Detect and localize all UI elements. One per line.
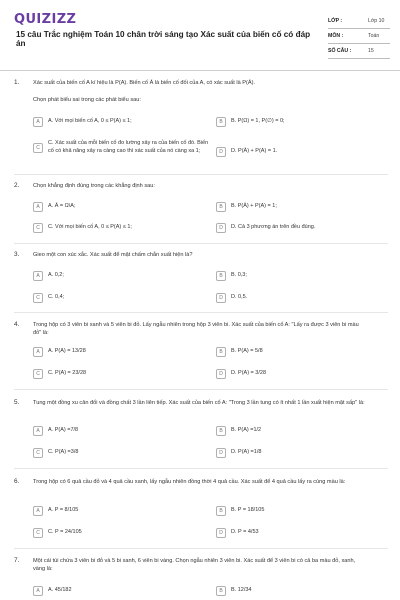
option-text: D. P(Ā) + P(A) = 1. [231, 148, 278, 155]
option-c[interactable] [33, 448, 78, 458]
question-text: Xác suất của biến cố A kí hiệu là P(A). Biến cố Ā là biến cố đối của A, có xác suất là P(Ā). [33, 80, 256, 86]
question-divider [14, 468, 388, 469]
option-c[interactable] [33, 369, 86, 379]
option-text: C. P(A) =3/8 [48, 449, 79, 456]
option-c[interactable] [33, 140, 213, 155]
option-letter: D [216, 223, 226, 233]
option-letter: A [33, 347, 43, 357]
option-a[interactable] [33, 347, 86, 357]
option-letter: D [216, 528, 226, 538]
question-text: Trong hộp có 6 quả cầu đỏ và 4 quả cầu xanh, lấy ngẫu nhiên đồng thời 4 quả cầu. Xác suất để 4 quả cầu lấy ra cùng màu là: [33, 479, 346, 485]
option-a[interactable] [33, 117, 132, 127]
question-divider [14, 243, 388, 244]
option-letter: D [216, 448, 226, 458]
option-text: B. P(A) =1/2 [231, 427, 262, 434]
option-letter: C [33, 223, 43, 233]
meta-row-count [328, 44, 390, 59]
option-d[interactable] [216, 223, 315, 233]
option-text: B. P(Ω) = 1, P(∅) = 0; [231, 118, 285, 125]
option-text: D. 0,5. [231, 294, 248, 301]
meta-value: 15 [368, 48, 374, 54]
option-letter: B [216, 426, 226, 436]
option-text: A. Với mọi biến cố A, 0 ≤ P(A) ≤ 1; [48, 118, 132, 125]
option-text: D. P = 4/53 [231, 529, 259, 536]
option-letter: A [33, 117, 43, 127]
meta-key: MÔN : [328, 33, 344, 39]
option-text: B. P = 18/105 [231, 507, 265, 514]
question-instruction: Chọn phát biểu sai trong các phát biểu sau: [33, 97, 141, 103]
option-letter: D [216, 293, 226, 303]
question-divider [14, 548, 388, 549]
option-text: C. P = 24/105 [48, 529, 82, 536]
option-letter: A [33, 586, 43, 596]
option-letter: B [216, 347, 226, 357]
question-number: 7. [14, 557, 20, 564]
option-letter: C [33, 143, 43, 153]
question-divider [14, 174, 388, 175]
option-d[interactable] [216, 369, 266, 379]
option-text: C. 0,4; [48, 294, 65, 301]
header-divider [0, 70, 400, 71]
option-letter: C [33, 448, 43, 458]
option-text: B. P(Ā) + P(A) = 1; [231, 203, 277, 210]
option-text: A. 0,2; [48, 272, 64, 279]
option-text: D. Cả 3 phương án trên đều đúng. [231, 224, 316, 231]
worksheet-title: 15 câu Trắc nghiệm Toán 10 chân trời sáng tạo Xác suất của biến cố có đáp án [16, 30, 311, 48]
quizizz-logo: QUIZIZZ [14, 12, 77, 27]
option-letter: D [216, 147, 226, 157]
option-c[interactable] [33, 293, 64, 303]
meta-value: Lớp 10 [368, 18, 385, 24]
question-text: Chọn khẳng định đúng trong các khẳng định sau: [33, 183, 155, 189]
option-d[interactable] [216, 448, 261, 458]
option-c[interactable] [33, 223, 132, 233]
meta-value: Toán [368, 33, 380, 39]
option-letter: D [216, 369, 226, 379]
option-letter: C [33, 293, 43, 303]
option-c[interactable] [33, 528, 82, 538]
option-text: B. P(A) = 5/8 [231, 348, 263, 355]
option-text: D. P(A) = 3/28 [231, 370, 267, 377]
option-b[interactable] [216, 426, 261, 436]
option-b[interactable] [216, 117, 285, 127]
option-letter: C [33, 528, 43, 538]
option-a[interactable] [33, 586, 72, 596]
option-a[interactable] [33, 202, 76, 212]
option-letter: B [216, 506, 226, 516]
option-letter: B [216, 271, 226, 281]
option-b[interactable] [216, 271, 247, 281]
question-text: Một cái túi chứa 3 viên bi đỏ và 5 bi xanh, 6 viên bi vàng. Chọn ngẫu nhiên 3 viên bi. Xác suất để 3 viên bi có cả ba màu đỏ, xanh, vàng là: [33, 558, 356, 572]
option-text: D. P(A) =1/8 [231, 449, 262, 456]
option-text: A. P(A) = 13/28 [48, 348, 86, 355]
option-letter: B [216, 202, 226, 212]
option-letter: A [33, 271, 43, 281]
option-text: C. Với mọi biến cố A, 0 ≤ P(A) ≤ 1; [48, 224, 132, 231]
option-d[interactable] [216, 528, 259, 538]
option-b[interactable] [216, 586, 252, 596]
option-text: C. P(A) = 23/28 [48, 370, 87, 377]
worksheet-meta [328, 14, 390, 59]
meta-row-subject [328, 29, 390, 44]
option-text: A. P = 8/105 [48, 507, 79, 514]
option-a[interactable] [33, 426, 78, 436]
option-d[interactable] [216, 147, 277, 157]
option-a[interactable] [33, 271, 64, 281]
question-text: Gieo một con xúc xắc. Xác suất để mặt chấm chẵn xuất hiện là? [33, 252, 193, 258]
option-text: A. 45/182 [48, 587, 72, 594]
option-letter: A [33, 202, 43, 212]
question-number: 3. [14, 251, 20, 258]
option-b[interactable] [216, 347, 263, 357]
question-number: 2. [14, 182, 20, 189]
question-divider [14, 312, 388, 313]
option-letter: A [33, 506, 43, 516]
option-letter: C [33, 369, 43, 379]
option-text: B. 12/34 [231, 587, 252, 594]
meta-row-grade [328, 14, 390, 29]
meta-key: LỚP : [328, 18, 343, 24]
option-letter: A [33, 426, 43, 436]
option-b[interactable] [216, 202, 277, 212]
option-b[interactable] [216, 506, 264, 516]
option-letter: B [216, 117, 226, 127]
question-text: Trong hộp có 3 viên bi xanh và 5 viên bi đỏ. Lấy ngẫu nhiên trong hộp 3 viên bi. Xác suất của biến cố A: "Lấy ra được 3 viên bi màu đỏ" là: [33, 322, 359, 336]
option-d[interactable] [216, 293, 247, 303]
option-text: C. Xác suất của mỗi biến cố đo lường xảy ra của biến cố đó. Biến cố có khả năng xảy ra càng cao thì xác suất của nó càng xa 1; [48, 140, 209, 154]
meta-key: SỐ CÂU : [328, 48, 352, 54]
option-letter: B [216, 586, 226, 596]
question-number: 4. [14, 321, 20, 328]
question-number: 6. [14, 478, 20, 485]
question-text: Tung một đồng xu cân đối và đồng chất 3 lần liên tiếp. Xác suất của biến cố A: "Trong 3 lần tung có ít nhất 1 lần xuất hiện mặt sấp" là: [33, 400, 365, 406]
option-text: B. 0,3; [231, 272, 247, 279]
question-divider [14, 389, 388, 390]
option-a[interactable] [33, 506, 78, 516]
question-number: 5. [14, 399, 20, 406]
option-text: A. P(A) =7/8 [48, 427, 79, 434]
option-text: A. Ā = Ω\A; [48, 203, 76, 210]
question-number: 1. [14, 79, 20, 86]
